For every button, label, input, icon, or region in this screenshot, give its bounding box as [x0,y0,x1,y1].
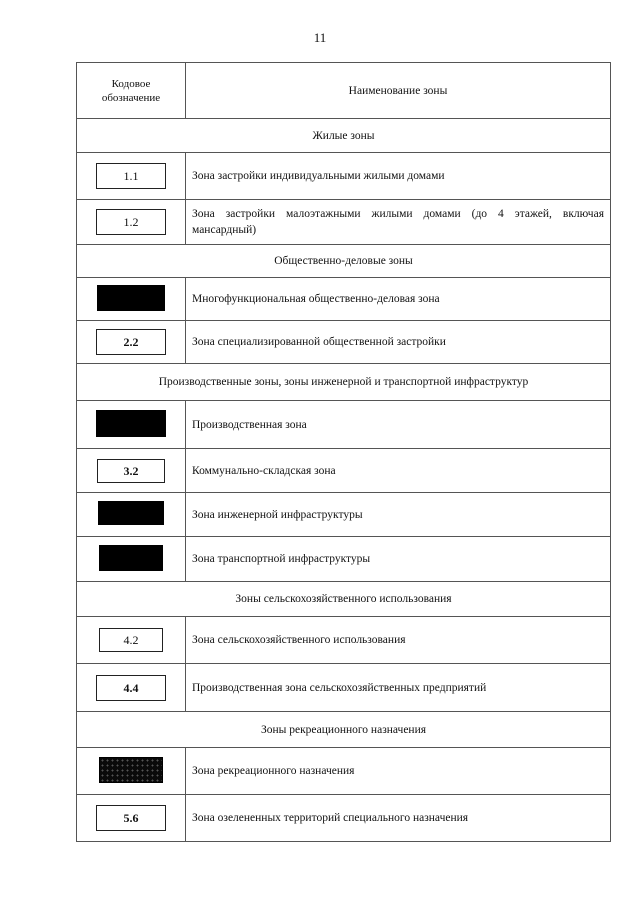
table-row [77,401,611,449]
zone-code-box: 4.2 [99,628,163,652]
zone-name: Зона застройки малоэтажными жилыми домами (до 4 этажей, включая мансардный) [186,200,611,245]
section-title-recreational: Зоны рекреационного назначения [77,712,611,748]
header-code-line1: Кодовое [111,77,151,90]
section-row [77,582,611,617]
zone-code-box: 3.2 [97,459,165,483]
section-row [77,712,611,748]
zone-name: Зона застройки индивидуальными жилыми домами [186,153,611,200]
section-title-business: Общественно-деловые зоны [77,245,611,278]
table-row [77,153,611,200]
section-title-agricultural: Зоны сельскохозяйственного использования [77,582,611,617]
zones-table [76,62,611,842]
table-row [77,321,611,364]
zone-code-box: 1.1 [96,163,166,189]
zone-name: Зона рекреационного назначения [186,748,611,795]
table-row [77,748,611,795]
zone-code-box-filled-dotted [99,757,163,783]
zone-name: Зона инженерной инфраструктуры [186,493,611,537]
zone-code-box-filled [99,545,163,571]
zone-name: Зона озелененных территорий специального назначения [186,795,611,842]
zone-name: Зона сельскохозяйственного использования [186,617,611,664]
section-row [77,364,611,401]
zone-code-box-filled [97,285,165,311]
zone-name: Коммунально-складская зона [186,449,611,493]
section-title-residential: Жилые зоны [77,119,611,153]
table-header-row [77,63,611,119]
table-row [77,664,611,712]
header-code-line2: обозначение [101,91,161,104]
zone-code-box-filled [98,501,164,525]
header-code-column [77,63,186,119]
table-row [77,493,611,537]
zone-code-box: 4.4 [96,675,166,701]
table-row [77,200,611,245]
zone-code-box: 5.6 [96,805,166,831]
section-row [77,119,611,153]
table-row [77,278,611,321]
section-title-industrial: Производственные зоны, зоны инженерной и транспортной инфраструктур [77,364,611,401]
zone-name: Многофункциональная общественно-деловая зона [186,278,611,321]
table-row [77,537,611,582]
zone-name: Производственная зона [186,401,611,449]
zone-code-box: 1.2 [96,209,166,235]
zone-code-box-filled [96,410,166,437]
zone-name: Производственная зона сельскохозяйственных предприятий [186,664,611,712]
table-row [77,617,611,664]
section-row [77,245,611,278]
zone-name: Зона транспортной инфраструктуры [186,537,611,582]
header-name-column: Наименование зоны [186,63,611,119]
zone-name: Зона специализированной общественной застройки [186,321,611,364]
table-row [77,449,611,493]
table-row [77,795,611,842]
page-number: 11 [313,30,327,45]
zone-code-box: 2.2 [96,329,166,355]
